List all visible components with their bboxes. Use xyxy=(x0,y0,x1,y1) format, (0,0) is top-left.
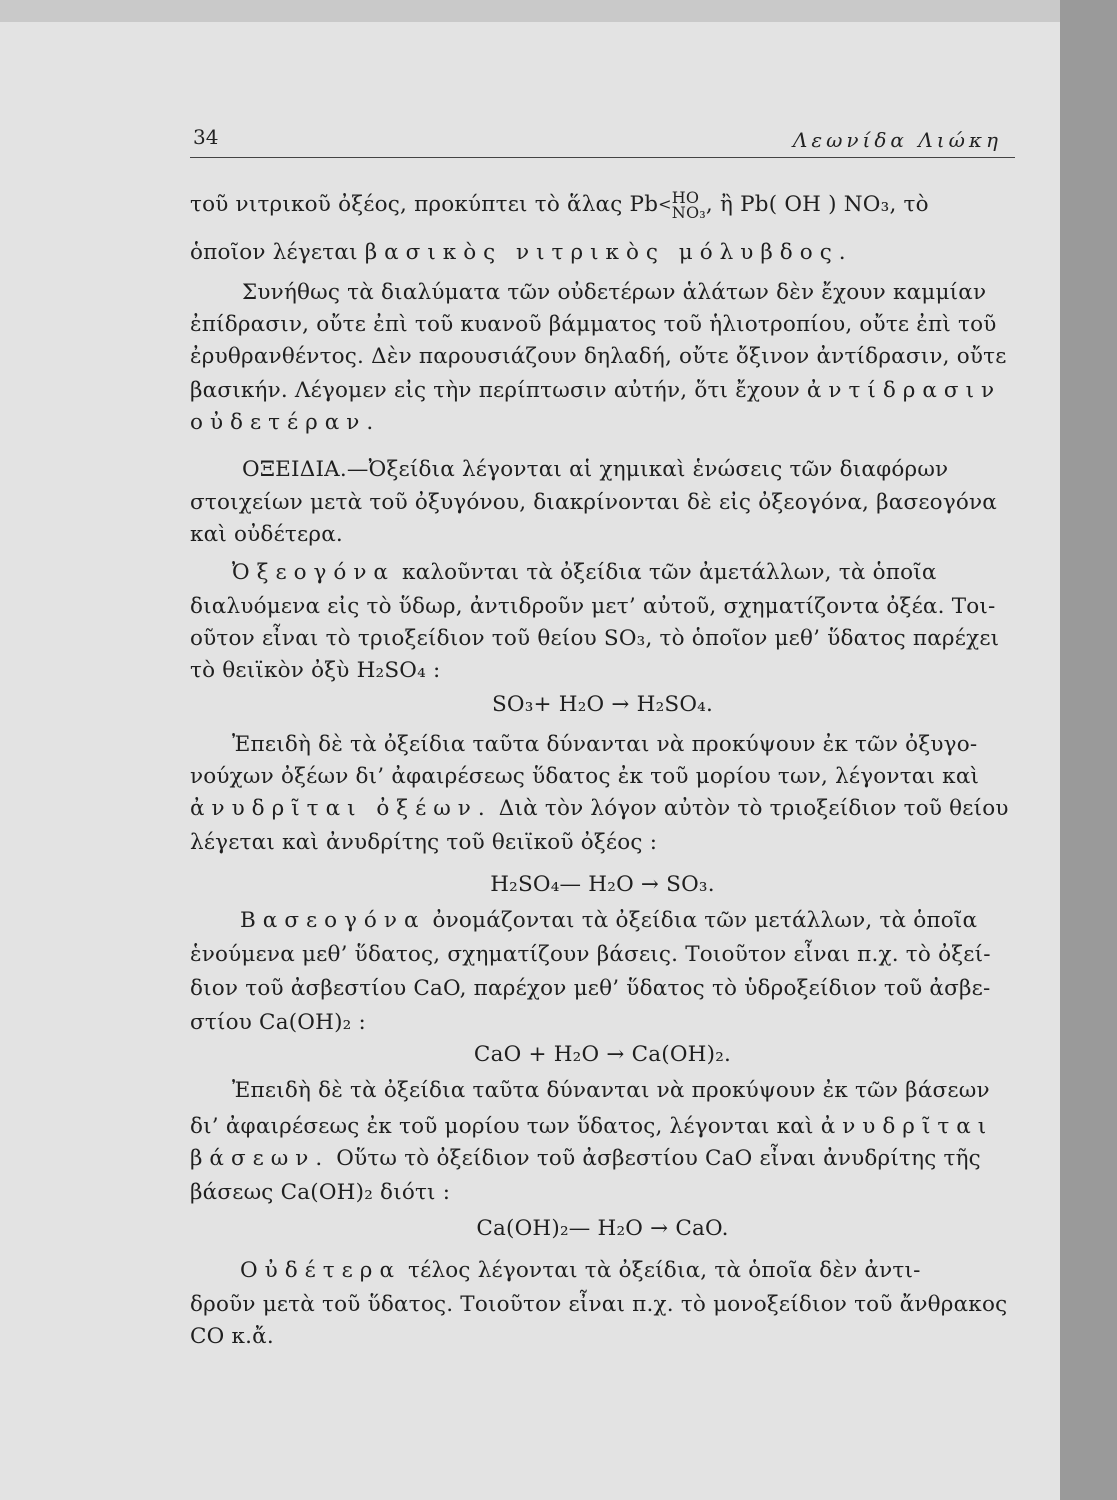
spaced-term: ἀνυδρῖται xyxy=(820,1114,994,1139)
body-line xyxy=(240,906,1065,936)
body-line: στοιχείων μετὰ τοῦ ὀξυγόνου, διακρίνονται δὲ εἰς ὀξεογόνα, βασεογόνα xyxy=(190,490,998,515)
equation: CaO + H₂O → Ca(OH)₂. xyxy=(473,1042,732,1067)
body-line xyxy=(240,1256,1065,1286)
spaced-term: βασικὸς νιτρικὸς μόλυβδος. xyxy=(364,240,853,265)
body-line xyxy=(190,794,1015,824)
body-line: διαλυόμενα εἰς τὸ ὕδωρ, ἀντιδροῦν μετ’ αὐτοῦ, σχηματίζοντα ὀξέα. Τοι- xyxy=(190,594,996,619)
formula-top: HO xyxy=(671,188,700,207)
body-line: Ἐπειδὴ δὲ τὰ ὀξείδια ταῦτα δύνανται νὰ προκύψουν ἐκ τῶν βάσεων xyxy=(232,1078,990,1103)
line-text: ὀνομάζονται τὰ ὀξείδια τῶν μετάλλων, τὰ ὁποῖα xyxy=(425,908,978,933)
body-line xyxy=(190,1144,1015,1174)
formula-fraction: <HO NO₃ xyxy=(658,188,706,222)
line-text: δι’ ἀφαιρέσεως ἐκ τοῦ μορίου των ὕδατος, λέγονται καὶ xyxy=(190,1114,821,1139)
formula-bottom: NO₃ xyxy=(671,203,706,222)
body-line: ΟΞΕΙΔΙΑ.—Ὀξείδια λέγονται αἱ χημικαὶ ἑνώσεις τῶν διαφόρων xyxy=(242,457,949,482)
scan-right-border xyxy=(1060,0,1117,1500)
spaced-term: Βασεογόνα xyxy=(240,908,426,933)
spaced-term: ἀντίδρασιν xyxy=(806,378,1002,403)
body-line: διον τοῦ ἀσβεστίου CaO, παρέχον μεθ’ ὕδατος τὸ ὑδροξείδιον τοῦ ἀσβε- xyxy=(190,976,991,1001)
line-text: βασικήν. Λέγομεν εἰς τὴν περίπτωσιν αὐτήν, ὅτι ἔχουν xyxy=(190,378,807,403)
body-line: οὐδετέραν. xyxy=(190,410,381,435)
spaced-term: ἀνυδρῖται ὀξέων. xyxy=(190,796,492,821)
body-line xyxy=(190,190,1015,220)
line-text: , ἢ Pb( OH ) NO₃, τὸ xyxy=(705,192,929,217)
body-line: Ἐπειδὴ δὲ τὰ ὀξείδια ταῦτα δύνανται νὰ προκύψουν ἐκ τῶν ὀξυγο- xyxy=(232,732,978,757)
line-text: τοῦ νιτρικοῦ ὀξέος, προκύπτει τὸ ἅλας Pb xyxy=(190,192,659,217)
line-text: Οὕτω τὸ ὀξείδιον τοῦ ἀσβεστίου CaO εἶναι ἀνυδρίτης τῆς xyxy=(329,1146,981,1171)
line-text: τέλος λέγονται τὰ ὀξείδια, τὰ ὁποῖα δὲν ἀντι- xyxy=(400,1258,921,1283)
body-line xyxy=(232,558,1057,588)
line-text: καλοῦνται τὰ ὀξείδια τῶν ἀμετάλλων, τὰ ὁποῖα xyxy=(394,560,937,585)
body-line xyxy=(190,1112,1015,1142)
spaced-term: Ὀξεογόνα xyxy=(232,560,395,585)
body-line: νούχων ὀξέων δι’ ἀφαιρέσεως ὕδατος ἐκ τοῦ μορίου των, λέγονται καὶ xyxy=(190,764,980,789)
body-line: τὸ θειϊκὸν ὀξὺ H₂SO₄ : xyxy=(190,658,441,683)
line-text: ὁποῖον λέγεται xyxy=(190,240,365,265)
spaced-term: βάσεων. xyxy=(190,1146,330,1171)
body-line: ἐρυθρανθέντος. Δὲν παρουσιάζουν δηλαδή, οὔτε ὄξινον ἀντίδρασιν, οὔτε xyxy=(190,344,1007,369)
body-line: καὶ οὐδέτερα. xyxy=(190,522,343,547)
body-line xyxy=(190,238,1015,268)
spaced-term: Οὐδέτερα xyxy=(240,1258,401,1283)
body-line: βάσεως Ca(OH)₂ διότι : xyxy=(190,1180,451,1205)
body-line: στίου Ca(OH)₂ : xyxy=(190,1010,366,1035)
header-rule xyxy=(190,157,1015,158)
equation: H₂SO₄— H₂O → SO₃. xyxy=(490,872,715,897)
body-line: οῦτον εἶναι τὸ τριοξείδιον τοῦ θείου SO₃, τὸ ὁποῖον μεθ’ ὕδατος παρέχει xyxy=(190,626,1000,651)
body-line: δροῦν μετὰ τοῦ ὕδατος. Τοιοῦτον εἶναι π.χ. τὸ μονοξείδιον τοῦ ἄνθρακος xyxy=(190,1292,1008,1317)
body-line: λέγεται καὶ ἀνυδρίτης τοῦ θειϊκοῦ ὀξέος : xyxy=(190,830,658,855)
equation: Ca(OH)₂— H₂O → CaO. xyxy=(476,1216,729,1241)
line-text: Διὰ τὸν λόγον αὐτὸν τὸ τριοξείδιον τοῦ θείου xyxy=(491,796,1009,821)
body-line: ἑνούμενα μεθ’ ὕδατος, σχηματίζουν βάσεις. Τοιοῦτον εἶναι π.χ. τὸ ὀξεί- xyxy=(190,942,991,967)
body-line xyxy=(190,376,1015,406)
body-line: Συνήθως τὰ διαλύματα τῶν οὐδετέρων ἁλάτων δὲν ἔχουν καμμίαν xyxy=(242,280,987,305)
equation: SO₃+ H₂O → H₂SO₄. xyxy=(491,692,714,717)
scan-top-border xyxy=(0,0,1060,22)
body-line: CO κ.ἄ. xyxy=(190,1324,274,1349)
body-line: ἐπίδρασιν, οὔτε ἐπὶ τοῦ κυανοῦ βάμματος τοῦ ἡλιοτροπίου, οὔτε ἐπὶ τοῦ xyxy=(190,312,997,337)
page-number: 34 xyxy=(193,125,219,149)
running-header-author: Λεωνίδα Λιώκη xyxy=(792,128,1002,152)
